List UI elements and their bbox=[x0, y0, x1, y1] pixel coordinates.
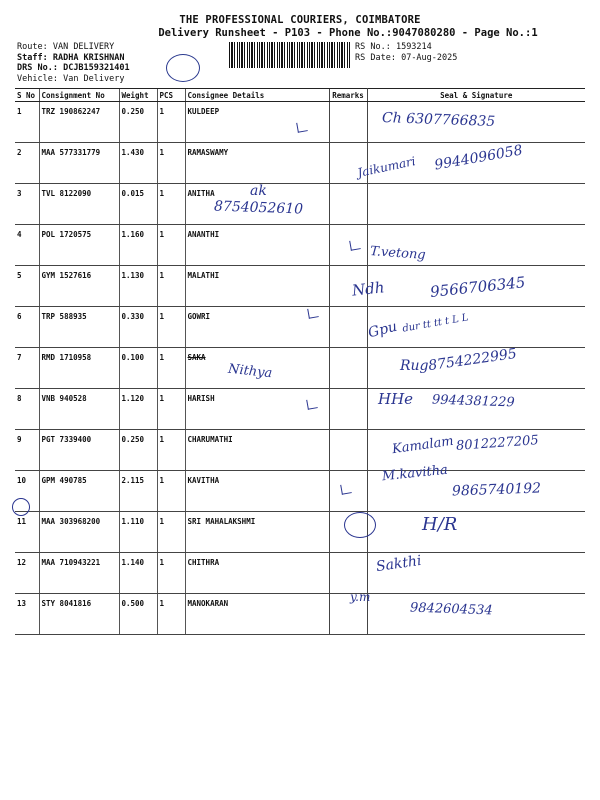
row-consignment: MAA 303968200 bbox=[39, 512, 119, 553]
handwritten-phone: 8754222995 bbox=[427, 345, 518, 375]
row-sno: 6 bbox=[15, 307, 39, 348]
handwritten-phone: 9944096058 bbox=[433, 142, 524, 174]
handwritten-phone: 8754052610 bbox=[213, 198, 304, 218]
check-mark bbox=[296, 121, 308, 133]
table-row bbox=[15, 553, 585, 594]
handwritten-name: M.kavitha bbox=[381, 462, 449, 485]
rs-date-label: RS Date: bbox=[355, 52, 396, 63]
handwritten-signature: Sakthi bbox=[375, 552, 423, 576]
row-weight: 0.330 bbox=[119, 307, 157, 348]
handwritten-signature: H/R bbox=[422, 514, 458, 535]
row-consignee: SRI MAHALAKSHMI bbox=[185, 512, 329, 553]
row-sno: 3 bbox=[15, 184, 39, 225]
row-sno: 2 bbox=[15, 143, 39, 184]
row-consignee: GOWRI bbox=[185, 307, 329, 348]
row-consignee: KULDEEP bbox=[185, 102, 329, 143]
table-row bbox=[15, 225, 585, 266]
row-weight: 0.500 bbox=[119, 594, 157, 635]
row-remarks bbox=[329, 102, 367, 143]
row-weight: 0.100 bbox=[119, 348, 157, 389]
company-title: THE PROFESSIONAL COURIERS, COIMBATORE bbox=[179, 14, 421, 26]
row-pcs: 1 bbox=[157, 348, 185, 389]
row-signature bbox=[367, 512, 585, 553]
row-pcs: 1 bbox=[157, 594, 185, 635]
table-row bbox=[15, 307, 585, 348]
circled-mark bbox=[166, 54, 200, 82]
handwritten-signature: Rug bbox=[400, 358, 429, 374]
check-mark bbox=[307, 307, 319, 319]
rs-date-line bbox=[355, 53, 457, 64]
row-consignee: ANITHA bbox=[185, 184, 329, 225]
staff-label: Staff: bbox=[17, 52, 48, 63]
runsheet-meta-left bbox=[17, 42, 130, 84]
row-pcs: 1 bbox=[157, 389, 185, 430]
row-sno: 9 bbox=[15, 430, 39, 471]
handwritten-phone: 9842604534 bbox=[409, 600, 493, 619]
vehicle-label: Vehicle: bbox=[17, 73, 58, 84]
handwritten-signature: HHe bbox=[378, 390, 414, 408]
row-consignment: PGT 7339400 bbox=[39, 430, 119, 471]
row-sno: 11 bbox=[15, 512, 39, 553]
row-consignment: RMD 1710958 bbox=[39, 348, 119, 389]
row-remarks bbox=[329, 307, 367, 348]
drs-value: DCJB159321401 bbox=[63, 63, 130, 73]
row-weight: 0.250 bbox=[119, 102, 157, 143]
row-sno: 8 bbox=[15, 389, 39, 430]
check-mark bbox=[306, 398, 318, 410]
row-remarks bbox=[329, 348, 367, 389]
runsheet-subtitle: Delivery Runsheet - P103 - Phone No.:9047080280 - Page No.:1 bbox=[158, 27, 538, 39]
row-remarks bbox=[329, 225, 367, 266]
row-weight: 1.130 bbox=[119, 266, 157, 307]
handwritten-name: Nithya bbox=[227, 361, 273, 382]
handwritten-signature: y.m bbox=[350, 590, 371, 604]
route-value: VAN DELIVERY bbox=[52, 42, 115, 52]
circled-mark bbox=[344, 512, 376, 538]
staff-line bbox=[17, 53, 130, 64]
handwritten-signature: ak bbox=[250, 183, 267, 199]
row-consignment: MAA 710943221 bbox=[39, 553, 119, 594]
handwritten-signature: Ndh bbox=[351, 278, 386, 300]
row-consignee: KAVITHA bbox=[185, 471, 329, 512]
handwritten-phone: 8012227205 bbox=[455, 433, 540, 454]
route-label: Route: bbox=[17, 42, 48, 52]
row-pcs: 1 bbox=[157, 471, 185, 512]
row-signature bbox=[367, 307, 585, 348]
row-sno: 10 bbox=[15, 471, 39, 512]
row-sno: 1 bbox=[15, 102, 39, 143]
rs-no-value: 1593214 bbox=[395, 42, 432, 52]
row-pcs: 1 bbox=[157, 553, 185, 594]
row-signature bbox=[367, 184, 585, 225]
row-pcs: 1 bbox=[157, 512, 185, 553]
row-pcs: 1 bbox=[157, 102, 185, 143]
barcode bbox=[229, 42, 351, 68]
drs-line bbox=[17, 63, 130, 74]
handwritten-phone: Ch 6307766835 bbox=[381, 110, 496, 130]
row-consignee: MALATHI bbox=[185, 266, 329, 307]
row-weight: 1.110 bbox=[119, 512, 157, 553]
rs-no-line bbox=[355, 42, 457, 53]
col-weight: Weight bbox=[119, 89, 157, 102]
col-sno: S No bbox=[15, 89, 39, 102]
vehicle-line bbox=[17, 74, 130, 85]
row-sno: 13 bbox=[15, 594, 39, 635]
row-weight: 0.250 bbox=[119, 430, 157, 471]
row-pcs: 1 bbox=[157, 225, 185, 266]
circled-mark bbox=[12, 498, 30, 516]
table-header-row bbox=[15, 89, 585, 102]
handwritten-name: Kamalam bbox=[391, 433, 455, 458]
row-remarks bbox=[329, 184, 367, 225]
row-weight: 1.160 bbox=[119, 225, 157, 266]
row-consignment: VNB 940528 bbox=[39, 389, 119, 430]
row-pcs: 1 bbox=[157, 307, 185, 348]
handwritten-phone: 9865740192 bbox=[451, 480, 542, 500]
row-consignment: GYM 1527616 bbox=[39, 266, 119, 307]
check-mark bbox=[340, 483, 352, 495]
row-pcs: 1 bbox=[157, 143, 185, 184]
col-consignee: Consignee Details bbox=[185, 89, 329, 102]
route-line bbox=[17, 42, 130, 53]
vehicle-value: Van Delivery bbox=[63, 73, 125, 84]
row-consignment: GPM 490785 bbox=[39, 471, 119, 512]
row-sno: 7 bbox=[15, 348, 39, 389]
row-sno: 12 bbox=[15, 553, 39, 594]
handwritten-note: dur tt tt t L L bbox=[401, 312, 470, 335]
row-sno: 5 bbox=[15, 266, 39, 307]
drs-label: DRS No.: bbox=[17, 63, 58, 73]
col-signature: Seal & Signature bbox=[367, 89, 585, 102]
row-consignment: TRP 588935 bbox=[39, 307, 119, 348]
row-consignment: MAA 577331779 bbox=[39, 143, 119, 184]
handwritten-signature: T.vetong bbox=[369, 244, 427, 263]
col-pcs: PCS bbox=[157, 89, 185, 102]
row-consignee: HARISH bbox=[185, 389, 329, 430]
handwritten-phone: 9944381229 bbox=[431, 392, 515, 411]
staff-value: RADHA KRISHNAN bbox=[52, 52, 125, 63]
row-pcs: 1 bbox=[157, 184, 185, 225]
row-pcs: 1 bbox=[157, 430, 185, 471]
col-remarks: Remarks bbox=[329, 89, 367, 102]
row-consignment: POL 1720575 bbox=[39, 225, 119, 266]
row-pcs: 1 bbox=[157, 266, 185, 307]
row-consignee: SAKA bbox=[185, 348, 329, 389]
row-remarks bbox=[329, 430, 367, 471]
row-weight: 1.140 bbox=[119, 553, 157, 594]
row-weight: 1.430 bbox=[119, 143, 157, 184]
row-consignee: RAMASWAMY bbox=[185, 143, 329, 184]
handwritten-signature: Gpu bbox=[366, 318, 399, 342]
row-consignee: CHARUMATHI bbox=[185, 430, 329, 471]
row-sno: 4 bbox=[15, 225, 39, 266]
rs-date-value: 07-Aug-2025 bbox=[401, 52, 458, 63]
row-consignee: CHITHRA bbox=[185, 553, 329, 594]
row-remarks bbox=[329, 389, 367, 430]
row-consignment: TRZ 190862247 bbox=[39, 102, 119, 143]
row-consignee: MANOKARAN bbox=[185, 594, 329, 635]
row-consignee: ANANTHI bbox=[185, 225, 329, 266]
row-remarks bbox=[329, 553, 367, 594]
row-weight: 1.120 bbox=[119, 389, 157, 430]
row-weight: 2.115 bbox=[119, 471, 157, 512]
rs-no-label: RS No.: bbox=[355, 42, 391, 52]
row-consignment: TVL 8122090 bbox=[39, 184, 119, 225]
handwritten-name: Jaikumari bbox=[356, 154, 417, 180]
table-row bbox=[15, 594, 585, 635]
handwritten-phone: 9566706345 bbox=[429, 273, 527, 301]
check-mark bbox=[349, 239, 361, 251]
table-row bbox=[15, 512, 585, 553]
col-consignment: Consignment No bbox=[39, 89, 119, 102]
runsheet-meta-right bbox=[355, 42, 457, 63]
row-weight: 0.015 bbox=[119, 184, 157, 225]
row-consignment: STY 8041816 bbox=[39, 594, 119, 635]
